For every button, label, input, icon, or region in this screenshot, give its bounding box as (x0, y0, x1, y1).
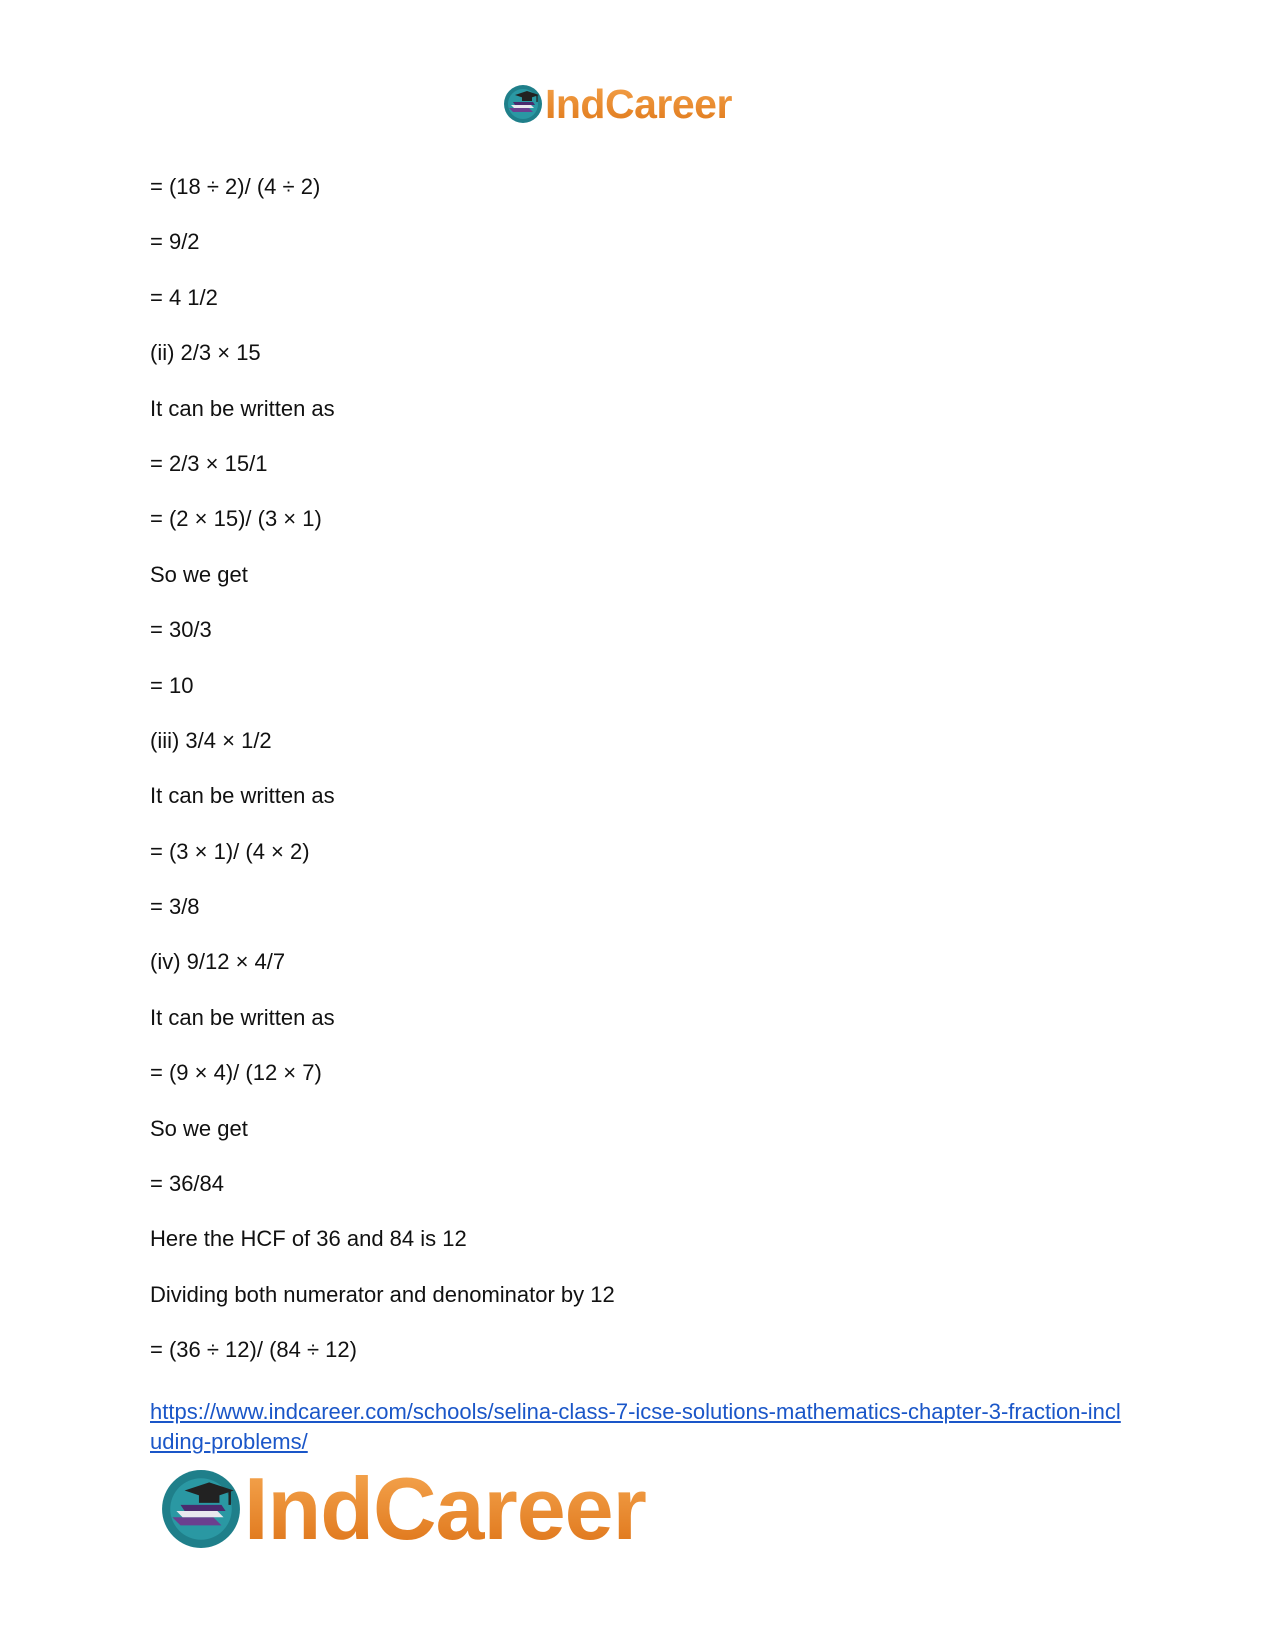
header-logo-text: IndCareer (545, 80, 732, 127)
solution-body (150, 174, 1130, 1393)
text-line: Here the HCF of 36 and 84 is 12 (150, 1226, 467, 1252)
footer-logo (160, 1459, 646, 1558)
text-line: Dividing both numerator and denominator by 12 (150, 1281, 615, 1307)
text-line: So we get (150, 1115, 248, 1141)
text-line: = 30/3 (150, 617, 212, 643)
graduation-cap-books-icon (160, 1468, 242, 1550)
text-line: (iv) 9/12 × 4/7 (150, 949, 286, 975)
text-line: = (3 × 1)/ (4 × 2) (150, 838, 310, 864)
text-line: = 9/2 (150, 229, 200, 255)
text-line: It can be written as (150, 395, 335, 421)
text-line: = 2/3 × 15/1 (150, 450, 268, 476)
text-line: = 10 (150, 672, 194, 698)
text-line: It can be written as (150, 1004, 335, 1030)
text-line: = 36/84 (150, 1171, 225, 1197)
text-line: It can be written as (150, 783, 335, 809)
header-logo (503, 78, 732, 130)
text-line: = (36 ÷ 12)/ (84 ÷ 12) (150, 1337, 357, 1363)
text-line: = (9 × 4)/ (12 × 7) (150, 1060, 322, 1086)
text-line: = (2 × 15)/ (3 × 1) (150, 506, 322, 532)
text-line: So we get (150, 561, 248, 587)
text-line: (ii) 2/3 × 15 (150, 340, 261, 366)
footer-logo-text: IndCareer (244, 1459, 646, 1558)
text-line: (iii) 3/4 × 1/2 (150, 727, 272, 753)
text-line: = 3/8 (150, 894, 200, 920)
graduation-cap-books-icon (503, 84, 543, 124)
source-link[interactable]: https://www.indcareer.com/schools/selina-class-7-icse-solutions-mathematics-chapter-3-fraction-including-problems/ (150, 1399, 1121, 1454)
text-line: = (18 ÷ 2)/ (4 ÷ 2) (150, 174, 321, 199)
text-line: = 4 1/2 (150, 284, 218, 310)
